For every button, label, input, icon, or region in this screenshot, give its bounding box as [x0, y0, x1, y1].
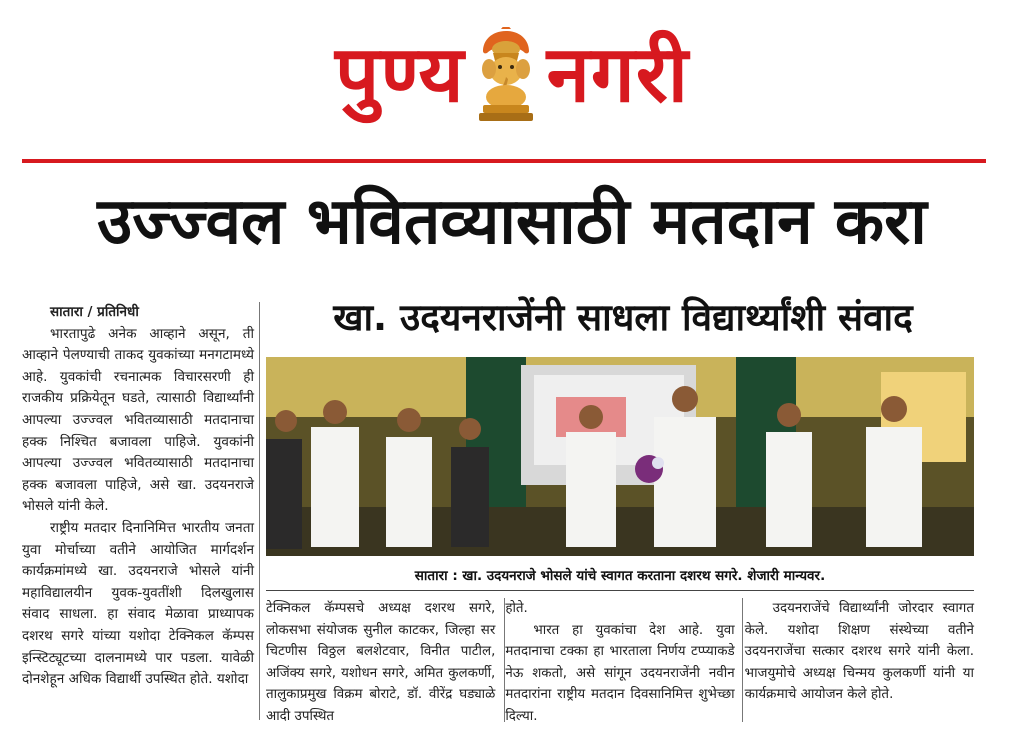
article-subheadline: खा. उदयनराजेंनी साधला विद्यार्थ्यांशी संवाद	[333, 296, 913, 339]
paragraph: राष्ट्रीय मतदार दिनानिमित्त भारतीय जनता युवा मोर्चाच्या वतीने आयोजित मार्गदर्शन कार्यक्रमांमध्ये खा. उदयनराजे भोसले यांनी महाविद्यालयीन युवक-युवतींशी दिलखुलास संवाद साधला. हा संवाद मेळावा प्राध्यापक दशरथ सगरे यांच्या यशोदा टेक्निकल कॅम्पस इन्स्टिट्यूटच्या दालनामध्ये पार पडला. यावेळी दोनशेहून अधिक विद्यार्थी उपस्थित होते. यशोदा	[22, 519, 254, 688]
column-divider	[742, 598, 743, 722]
column-divider	[259, 302, 260, 720]
bottom-columns	[266, 598, 974, 728]
paragraph-tail: होते.	[505, 601, 528, 616]
paragraph: उदयनराजेंचे विद्यार्थ्यांनी जोरदार स्वागत केले. यशोदा शिक्षण संस्थेच्या वतीने उदयनराजेंचा सत्कार दशरथ सगरे यांनी केला. भाजयुमोचे अध्यक्ष चिन्मय कुलकर्णी यांनी या कार्यक्रमाचे आयोजन केले होते.	[744, 601, 974, 703]
paragraph	[505, 598, 734, 728]
dateline: सातारा / प्रतिनिधी	[50, 304, 139, 320]
masthead-divider	[22, 159, 986, 163]
paragraph: भारतापुढे अनेक आव्हाने असून, ती आव्हाने पेलण्याची ताकद युवकांच्या मनगटामध्ये आहे. युवकांची रचनात्मक विचारसरणी ही राजकीय प्रक्रियेतून घडते, त्यासाठी विद्यार्थ्यांनी आपल्या उज्ज्वल भवितव्यासाठी मतदानाचा हक्क निश्चित बजावला पाहिजे. युवकांनी आपल्या उज्ज्वल भवितव्यासाठी मतदानाचा हक्क बजावला पाहिजे, असे खा. उदयनराजे भोसले यांनी केले.	[22, 325, 254, 515]
paragraph: भारत हा युवकांचा देश आहे. युवा मतदानाचा टक्का हा भारताला निर्णय टप्प्याकडे नेऊ शकतो, असे सांगून उदयनराजेंनी नवीन मतदारांना राष्ट्रीय मतदान दिवसानिमित्त शुभेच्छा दिल्या.	[505, 622, 735, 724]
left-column	[22, 302, 254, 691]
paragraph: टेक्निकल कॅम्पसचे अध्यक्ष दशरथ सगरे, लोकसभा संयोजक सुनील काटकर, जिल्हा सर चिटणीस विठ्ठल बलशेटवार, विनीत पाटील, अजिंक्य सगरे, यशोधन सगरे, अमित कुलकर्णी, तालुकाप्रमुख विक्रम बोराटे, डॉ. वीरेंद्र घड्याळे आदी उपस्थित	[266, 601, 496, 724]
masthead	[0, 0, 1024, 150]
article-headline: उज्ज्वल भवितव्यासाठी मतदान करा	[97, 185, 927, 259]
masthead-title-left: पुण्य	[335, 30, 465, 120]
news-photo	[266, 357, 974, 556]
photo-caption: सातारा : खा. उदयनराजे भोसले यांचे स्वागत करताना दशरथ सगरे. शेजारी मान्यवर.	[414, 568, 826, 584]
masthead-title-right: नगरी	[546, 30, 689, 120]
caption-divider	[266, 590, 974, 591]
ganesha-logo-icon	[471, 27, 541, 123]
column-divider	[504, 598, 505, 722]
